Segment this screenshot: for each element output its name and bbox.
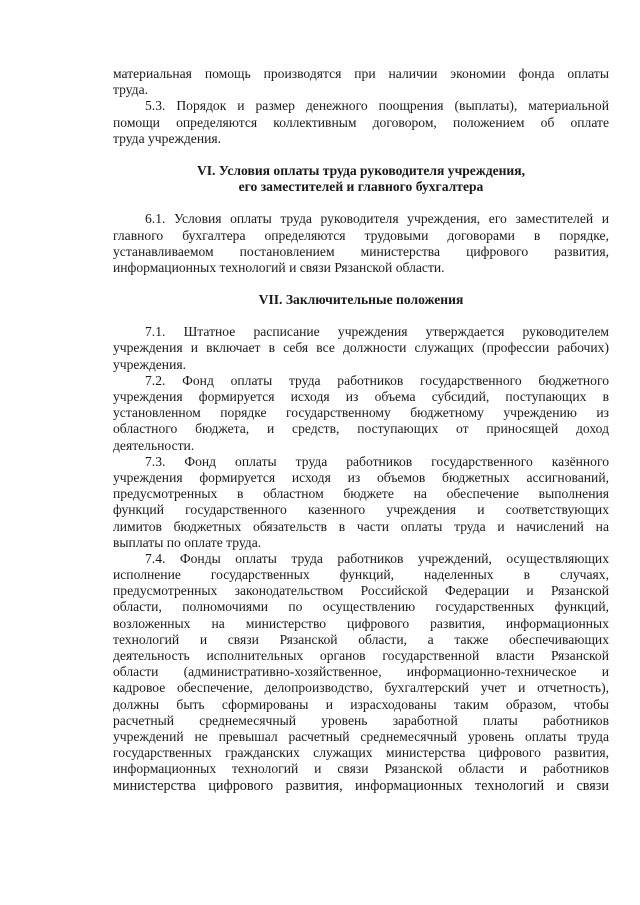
text-line: главного бухгалтера определяются трудовыми договорами в порядке,: [113, 227, 609, 243]
text-line: возложенных на министерство цифрового развития, информационных: [113, 615, 609, 631]
text-line: лимитов бюджетных обязательств в части оплаты труда и начислений на: [113, 518, 609, 534]
text-line: министерства цифрового развития, информационных технологий и связи: [113, 777, 609, 794]
section-7-heading: VII. Заключительные положения: [258, 292, 464, 308]
text-line: исполнение государственных функций, наделенных в случаях,: [113, 567, 609, 583]
text-line: 7.1. Штатное расписание учреждения утверждается руководителем: [145, 324, 609, 340]
paragraph-7-2: [113, 373, 609, 454]
paragraph-7-3: [113, 454, 609, 551]
text-line: учреждения формируется исходя из объемов бюджетных ассигнований,: [113, 469, 609, 485]
text-line: должны быть сформированы и израсходованы таким образом, чтобы: [113, 696, 609, 712]
text-line: деятельность исполнительных органов государственной власти Рязанской: [113, 648, 609, 663]
text-line: 7.4. Фонды оплаты труда работников учреждений, осуществляющих: [145, 550, 609, 566]
text-line: труда учреждения.: [113, 130, 222, 146]
text-line: государственных гражданских служащих министерства цифрового развития,: [113, 745, 609, 761]
text-line: 6.1. Условия оплаты труда руководителя учреждения, его заместителей и: [145, 211, 609, 227]
text-line: информационных технологий и связи Рязанской области.: [113, 259, 445, 275]
text-line: учреждений не превышал расчетный среднемесячный уровень оплаты труда: [113, 728, 609, 744]
text-line: деятельности.: [113, 437, 195, 453]
text-line: расчетный среднемесячный уровень заработной платы работников: [113, 712, 609, 728]
text-line: кадровое обеспечение, делопроизводство, бухгалтерский учет и отчетность),: [113, 680, 609, 696]
text-line: областного бюджета, и средств, поступающих от приносящей доход: [113, 421, 609, 437]
text-line: области (административно-хозяйственное, информационно-техническое и: [113, 664, 609, 680]
paragraph-5-3: [113, 98, 609, 147]
text-line: выплаты по оплате труда.: [113, 534, 262, 550]
text-line: учреждения формируется исходя из объема субсидий, поступающих в: [113, 389, 609, 404]
text-line: предусмотренных законодательством Российской Федерации и Рязанской: [113, 583, 609, 599]
text-line: установленном порядке государственному бюджетному учреждению из: [113, 405, 609, 421]
text-line: материальная помощь производятся при наличии экономии фонда оплаты: [113, 66, 609, 81]
heading-line: VI. Условия оплаты труда руководителя учреждения,: [196, 162, 526, 178]
text-line: области, полномочиями по осуществлению государственных функций,: [113, 599, 609, 615]
text-line: функций государственного казенного учреждения и соответствующих: [113, 502, 609, 518]
text-line: 5.3. Порядок и размер денежного поощрения (выплаты), материальной: [145, 98, 609, 114]
paragraph-6-1: [113, 211, 609, 276]
text-line: информационных технологий и связи Рязанской области и работников: [113, 761, 609, 777]
paragraph-7-4: [113, 551, 609, 794]
text-line: учреждения и включает в себя все должности служащих (профессии рабочих): [113, 340, 609, 356]
text-line: устанавливаемом постановлением министерства цифрового развития,: [113, 243, 609, 259]
heading-line: его заместителей и главного бухгалтера: [238, 179, 484, 195]
section-6-heading: [113, 163, 609, 195]
text-line: 7.3. Фонд оплаты труда работников государственного казённого: [145, 453, 609, 469]
text-line: помощи определяются коллективным договором, положением об оплате: [113, 114, 609, 130]
text-line: предусмотренных в областном бюджете на обеспечение выполнения: [113, 486, 609, 502]
text-line: технологий и связи Рязанской области, а также обеспечивающих: [113, 631, 609, 647]
text-line: труда.: [113, 82, 149, 98]
document-body: [113, 66, 609, 794]
paragraph-7-1: [113, 324, 609, 373]
text-line: 7.2. Фонд оплаты труда работников государственного бюджетного: [145, 372, 609, 388]
text-line: учреждения.: [113, 356, 187, 372]
